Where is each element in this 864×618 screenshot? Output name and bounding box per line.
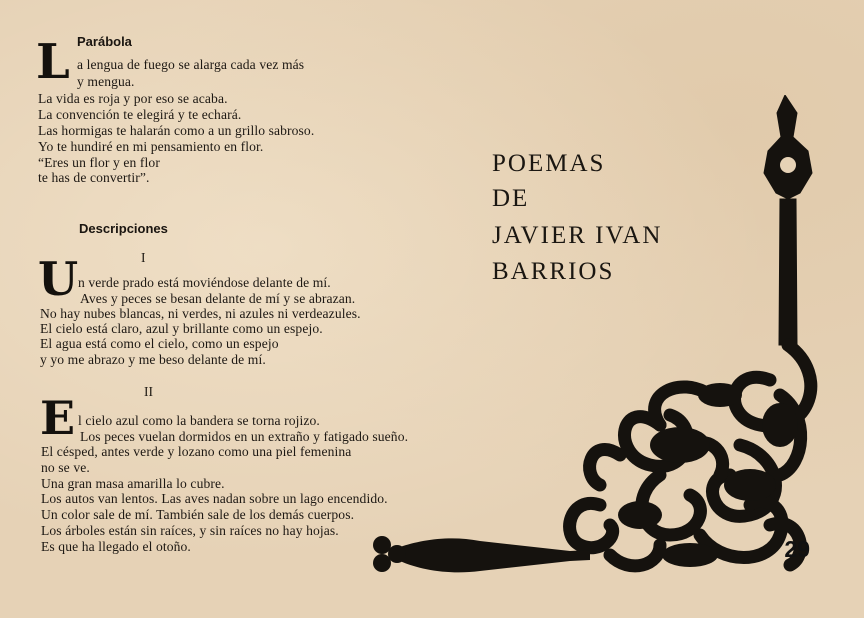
poem-line: La convención te elegirá y te echará. <box>38 107 242 122</box>
ornament-finial <box>764 95 812 199</box>
poem-line: No hay nubes blancas, ni verdes, ni azules ni verdeazules. <box>40 306 361 321</box>
poem-line: El cielo está claro, azul y brillante como un espejo. <box>40 321 323 336</box>
poem-line: Una gran masa amarilla lo cubre. <box>41 476 225 491</box>
title-line-author-first: JAVIER IVAN <box>492 222 663 249</box>
poem-line: no se ve. <box>41 460 90 475</box>
poem-title-descripciones: Descripciones <box>79 221 168 236</box>
dropcap-u: U <box>38 252 79 306</box>
poem-line: Los árboles están sin raíces, y sin raíces no hay hojas. <box>41 523 339 538</box>
dropcap-e: E <box>40 391 76 445</box>
poem-line: n verde prado está moviéndose delante de mí. <box>78 275 331 290</box>
poem-line: y yo me abrazo y me beso delante de mí. <box>40 352 266 367</box>
poem-line: Aves y peces se besan delante de mí y se abrazan. <box>80 291 356 306</box>
poem-line: a lengua de fuego se alarga cada vez más <box>77 57 305 72</box>
poem-line: Las hormigas te halarán como a un grillo sabroso. <box>38 123 315 138</box>
poem-line: El agua está como el cielo, como un espejo <box>40 336 279 351</box>
poem-line: La vida es roja y por eso se acaba. <box>38 91 228 106</box>
poem-line: Los autos van lentos. Las aves nadan sobre un lago encendido. <box>41 491 388 506</box>
poem-line: te has de convertir”. <box>38 170 150 185</box>
poem-line: Los peces vuelan dormidos en un extraño y fatigado sueño. <box>80 429 409 444</box>
title-line-de: DE <box>492 185 530 212</box>
poem-line: Un color sale de mí. También sale de los demás cuerpos. <box>41 507 355 522</box>
ornament-horizontal-stem <box>400 538 590 572</box>
title-line-author-last: BARRIOS <box>492 258 615 285</box>
dropcap-l: L <box>36 34 70 90</box>
poem-line: “Eres un flor y en flor <box>38 155 160 170</box>
filigree-corner-ornament-icon <box>360 95 820 595</box>
title-line-poemas: POEMAS <box>492 150 606 177</box>
poem-line: Es que ha llegado el otoño. <box>41 539 191 554</box>
section-numeral-2: II <box>144 384 153 399</box>
poem-line: El césped, antes verde y lozano como una piel femenina <box>41 444 352 459</box>
page-number: 29 <box>784 536 810 562</box>
poem-line: l cielo azul como la bandera se torna rojizo. <box>78 413 320 428</box>
poem-line: y mengua. <box>77 74 135 89</box>
section-numeral-1: I <box>141 250 146 265</box>
poem-title-parabola: Parábola <box>77 34 132 49</box>
ornament-vertical-stem <box>779 199 797 345</box>
poem-line: Yo te hundiré en mi pensamiento en flor. <box>38 139 264 154</box>
